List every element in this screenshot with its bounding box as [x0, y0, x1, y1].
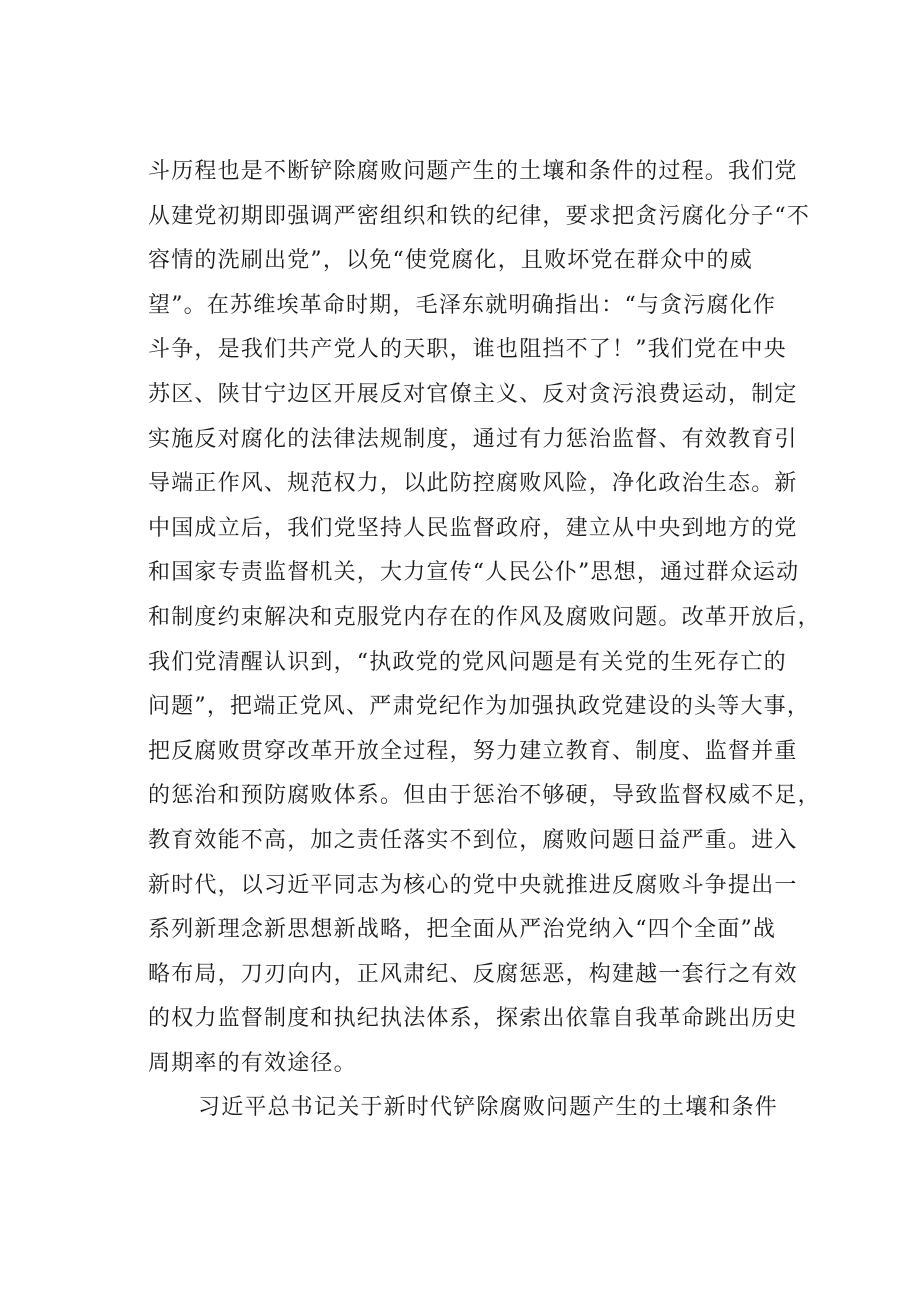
text-line: 系列新理念新思想新战略，把全面从严治党纳入“四个全面”战: [148, 917, 777, 943]
text-line: 教育效能不高，加之责任落实不到位，腐败问题日益严重。进入: [148, 827, 798, 853]
body-text: [148, 150, 821, 1131]
text-line: 略布局，刀刃向内，正风肃纪、反腐惩恶，构建越一套行之有效: [148, 961, 798, 987]
text-line: 和制度约束解决和克服党内存在的作风及腐败问题。改革开放后，: [148, 604, 821, 630]
text-line: 实施反对腐化的法律法规制度，通过有力惩治监督、有效教育引: [148, 426, 798, 452]
text-line: 把反腐败贯穿改革开放全过程，努力建立教育、制度、监督并重: [148, 738, 798, 764]
text-line: 的权力监督制度和执纪执法体系，探索出依靠自我革命跳出历史: [148, 1006, 798, 1032]
text-line: 导端正作风、规范权力，以此防控腐败风险，净化政治生态。新: [148, 471, 798, 497]
text-line: 苏区、陕甘宁边区开展反对官僚主义、反对贪污浪费运动，制定: [148, 381, 798, 407]
text-line: 容情的洗刷出党”，以免“使党腐化，且败坏党在群众中的威: [148, 248, 753, 274]
text-line: 和国家专责监督机关，大力宣传“人民公仆”思想，通过群众运动: [148, 560, 800, 586]
text-line: 周期率的有效途径。: [148, 1050, 357, 1076]
text-line: 新时代，以习近平同志为核心的党中央就推进反腐败斗争提出一: [148, 872, 798, 898]
text-line: 斗历程也是不断铲除腐败问题产生的土壤和条件的过程。我们党: [148, 159, 798, 184]
text-line: 望”。在苏维埃革命时期，毛泽东就明确指出：“与贪污腐化作: [148, 292, 777, 318]
text-line: 从建党初期即强调严密组织和铁的纪律，要求把贪污腐化分子“不: [148, 203, 811, 229]
text-line: 的惩治和预防腐败体系。但由于惩治不够硬，导致监督权威不足，: [148, 783, 821, 809]
text-line: 问题”，把端正党风、严肃党纪作为加强执政党建设的头等大事，: [148, 694, 811, 720]
text-line: 中国成立后，我们党坚持人民监督政府，建立从中央到地方的党: [148, 515, 798, 541]
text-line: 我们党清醒认识到，“执政党的党风问题是有关党的生死存亡的: [148, 649, 787, 675]
next-paragraph-line: 习近平总书记关于新时代铲除腐败问题产生的土壤和条件: [198, 1095, 779, 1121]
text-line: 斗争，是我们共产党人的天职，谁也阻挡不了！”我们党在中央: [148, 337, 787, 363]
